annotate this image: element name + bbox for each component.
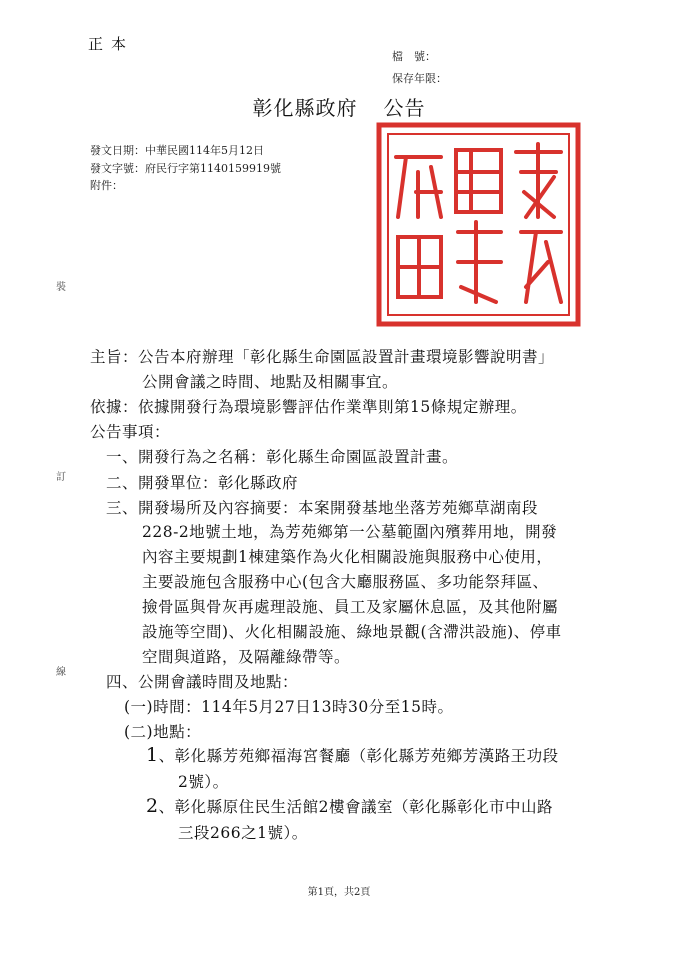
item-3-text-1: 開發場所及內容摘要：本案開發基地坐落芳苑鄉草湖南段 [138,499,539,517]
basis-line [90,395,527,417]
sub-item-2-number: (二) [124,723,154,741]
sub-item-2 [124,720,201,742]
item-3-line-7: 空間與道路，及隔離綠帶等。 [142,648,351,666]
binding-mark-1: 裝 [56,282,66,293]
subject-text-1: 公告本府辦理「彰化縣生命園區設置計畫環境影響說明書」 [138,348,555,366]
reference-number-label: 發文字號： [90,162,145,175]
reference-number [90,160,281,176]
item-2-number: 二、 [106,474,139,492]
basis-label: 依據： [90,398,139,416]
location-2-line-2: 三段266之1號）。 [178,824,308,842]
seal-icon [376,122,581,327]
item-3-line-3: 內容主要規劃1棟建築作為火化相關設施與服務中心使用， [142,548,553,566]
reference-number-value: 府民行字第1140159919號 [145,162,281,175]
item-3-line-2: 228-2地號土地，為芳苑鄉第一公墓範圍內殯葬用地，開發 [142,523,558,541]
sub-item-1 [124,695,453,717]
retention-label: 保存年限： [392,72,447,85]
official-seal [376,122,581,327]
item-1-number: 一、 [106,448,139,466]
item-1 [106,445,458,467]
issue-date-label: 發文日期： [90,144,145,157]
sub-item-1-text: 時間：114年5月27日13時30分至15時。 [153,698,454,716]
item-3-line-4: 主要設施包含服務中心(包含大廳服務區、多功能祭拜區、 [142,573,549,591]
binding-mark-3: 線 [56,667,66,678]
item-3-line-1 [106,496,538,518]
attachment-label: 附件： [90,179,123,192]
copy-label: 正本 [88,35,135,53]
sub-item-1-number: (一) [124,698,154,716]
location-1-line-2: 2號）。 [178,773,229,791]
item-3-number: 三、 [106,499,139,517]
item-4 [106,670,298,692]
subject-label: 主旨： [90,348,139,366]
location-1-line-1 [146,744,559,766]
subject-line-2: 公開會議之時間、地點及相關事宜。 [142,373,399,391]
item-2-text: 開發單位：彰化縣政府 [138,474,299,492]
location-2-separator: 、 [158,798,175,816]
title-type: 公告 [383,96,426,120]
item-1-text: 開發行為之名稱：彰化縣生命園區設置計畫。 [138,448,459,466]
location-2-line-1 [146,795,553,817]
item-2 [106,471,298,493]
sub-item-2-text: 地點： [153,723,202,741]
subject-line-1 [90,345,554,367]
location-1-separator: 、 [158,747,175,765]
issue-date [90,142,264,158]
page-number: 第1頁，共2頁 [307,887,371,898]
location-1-text-1: 彰化縣芳苑鄉福海宮餐廳（彰化縣芳苑鄉芳漢路王功段 [174,747,559,765]
items-label: 公告事項： [90,423,171,441]
item-3-line-5: 撿骨區與骨灰再處理設施、員工及家屬休息區，及其他附屬 [142,598,559,616]
issue-date-value: 中華民國114年5月12日 [145,144,264,157]
basis-text: 依據開發行為環境影響評估作業準則第15條規定辦理。 [138,398,527,416]
file-number-label: 檔 號： [392,50,436,63]
item-4-text: 公開會議時間及地點： [138,673,299,691]
binding-mark-2: 訂 [56,472,66,483]
location-2-number: 2 [146,795,159,817]
location-2-text-1: 彰化縣原住民生活館2樓會議室（彰化縣彰化市中山路 [174,798,553,816]
title-org: 彰化縣政府 [252,96,358,120]
location-1-number: 1 [146,744,159,766]
item-4-number: 四、 [106,673,139,691]
item-3-line-6: 設施等空間)、火化相關設施、綠地景觀(含滯洪設施)、停車 [142,623,562,641]
page-title [0,92,678,121]
